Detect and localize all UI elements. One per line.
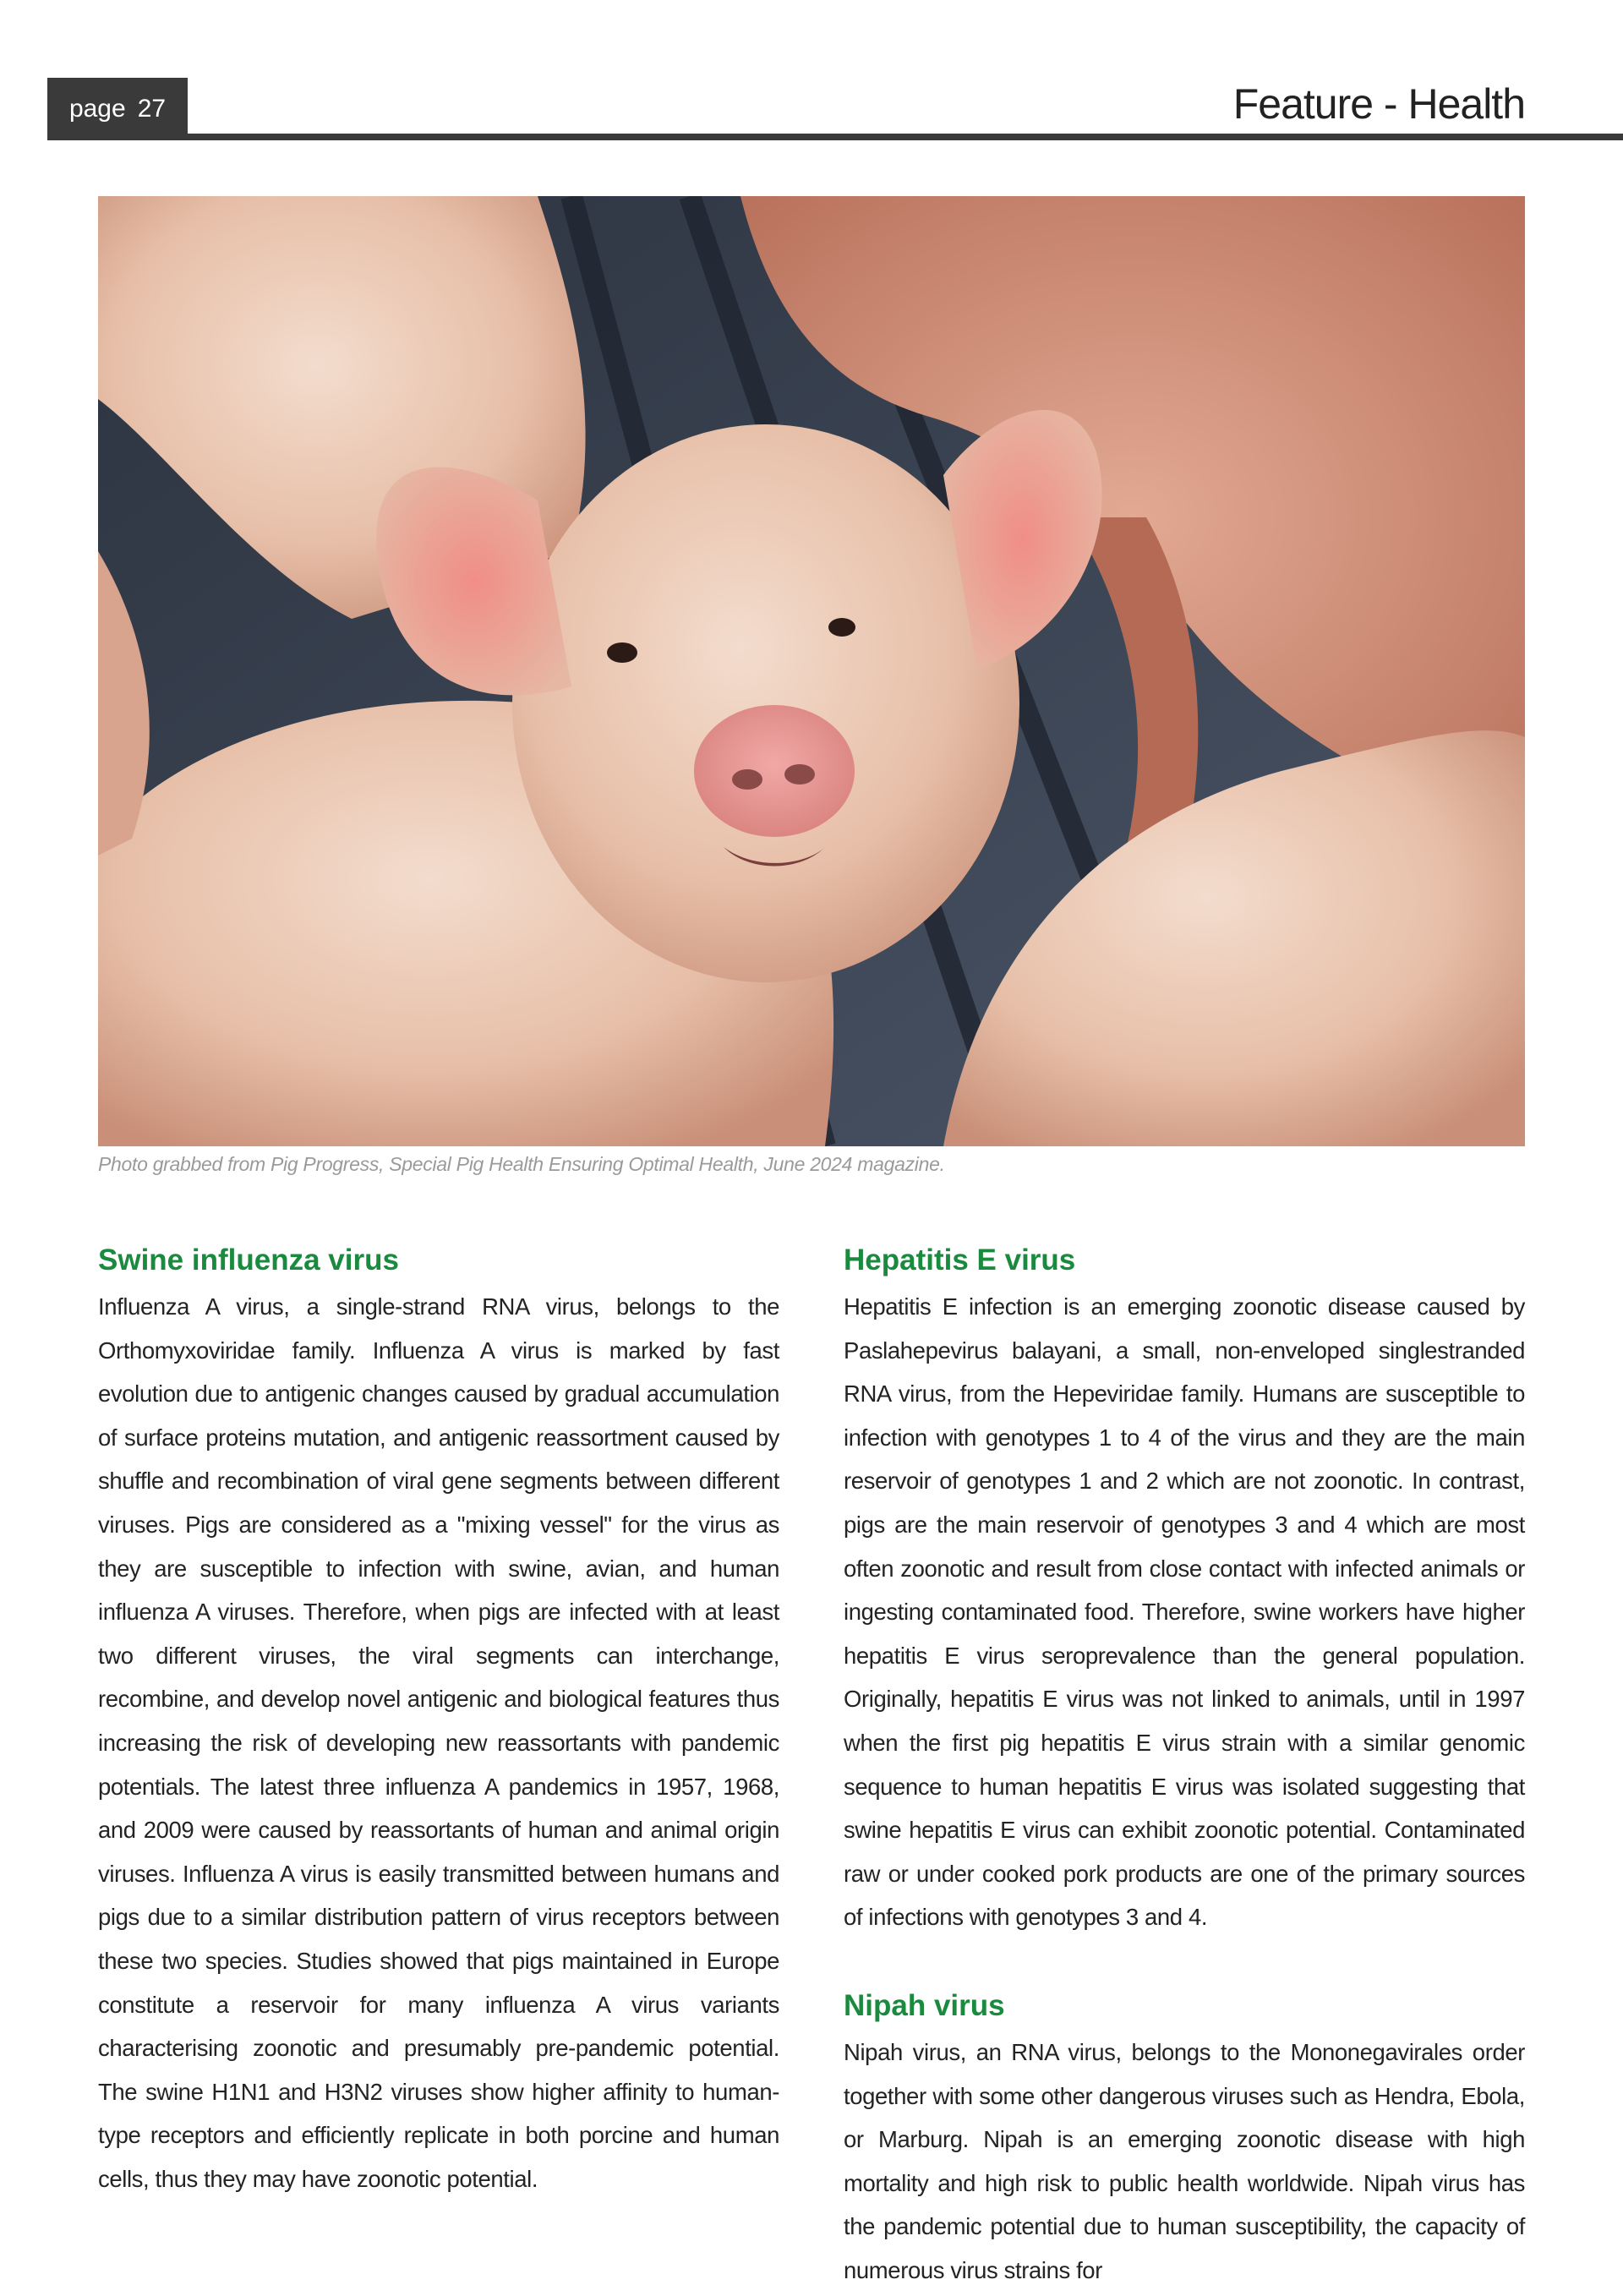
section-title: Feature - Health [1232, 80, 1525, 128]
heading-hepatitis-e: Hepatitis E virus [844, 1244, 1076, 1276]
right-column [844, 1243, 1525, 2292]
page-number-tab [47, 78, 188, 140]
page-label: page [68, 95, 126, 123]
photo-caption: Photo grabbed from Pig Progress, Special Pig Health Ensuring Optimal Health, June 2024 magazine. [98, 1153, 945, 1175]
header-rule [47, 134, 1623, 140]
section-spacer [844, 1939, 1525, 1988]
body-nipah: Nipah virus, an RNA virus, belongs to the Mononegavirales order together with some other dangerous viruses such as Hendra, Ebola, or Marburg. Nipah is an emerging zoonotic disease with high mortality and high risk to public health worldwide. Nipah virus has the pandemic potential due to human susceptibility, the capacity of numerous virus strains for [844, 2038, 1525, 2283]
heading-swine-influenza: Swine influenza virus [98, 1244, 399, 1276]
body-swine-influenza: Influenza A virus, a single-strand RNA virus, belongs to the Orthomyxoviridae family. Influenza A virus is marked by fast evolution due to antigenic changes caused by gradual accumulation of surface proteins mutation, and antigenic reassortment caused by shuffle and recombination of viral gene segments between different viruses. Pigs are considered as a "mixing vessel" for the virus as they are susceptible to infection with swine, avian, and human influenza A viruses. Therefore, when pigs are infected with at least two different viruses, the viral segments can interchange, recombine, and develop novel antigenic and biological features thus increasing the risk of developing new reassortants with pandemic potentials. The latest three influenza A pandemics in 1957, 1968, and 2009 were caused by reassortants of human and animal origin viruses. Influenza A virus is easily transmitted between humans and pigs due to a similar distribution pattern of virus receptors between these two species. Studies showed that pigs maintained in Europe constitute a reservoir for many influenza A virus variants characterising zoonotic and presumably pre-pandemic potential. The swine H1N1 and H3N2 viruses show higher affinity to human-type receptors and efficiently replicate in both porcine and human cells, thus they may have zoonotic potential. [98, 1293, 779, 2192]
piglet-photo [98, 196, 1525, 1146]
heading-nipah: Nipah virus [844, 1988, 1005, 2022]
page-number: 27 [137, 95, 167, 123]
piglet-close-up-icon [98, 196, 1525, 1146]
body-hepatitis-e: Hepatitis E infection is an emerging zoonotic disease caused by Paslahepevirus balayani, a small, non-enveloped singlestranded RNA virus, from the Hepeviridae family. Humans are susceptible to infection with genotypes 1 to 4 of the virus and they are the main reservoir of genotypes 1 and 2 which are not zoonotic. In contrast, pigs are the main reservoir of genotypes 3 and 4 which are most often zoonotic and result from close contact with infected animals or ingesting contaminated food. Therefore, swine workers have higher hepatitis E virus seroprevalence than the general population. Originally, hepatitis E virus was not linked to animals, until in 1997 when the first pig hepatitis E virus strain with a similar genomic sequence to human hepatitis E virus was isolated suggesting that swine hepatitis E virus can exhibit zoonotic potential. Contaminated raw or under cooked pork products are one of the primary sources of infections with genotypes 3 and 4. [844, 1293, 1525, 1931]
left-column [98, 1243, 779, 2200]
